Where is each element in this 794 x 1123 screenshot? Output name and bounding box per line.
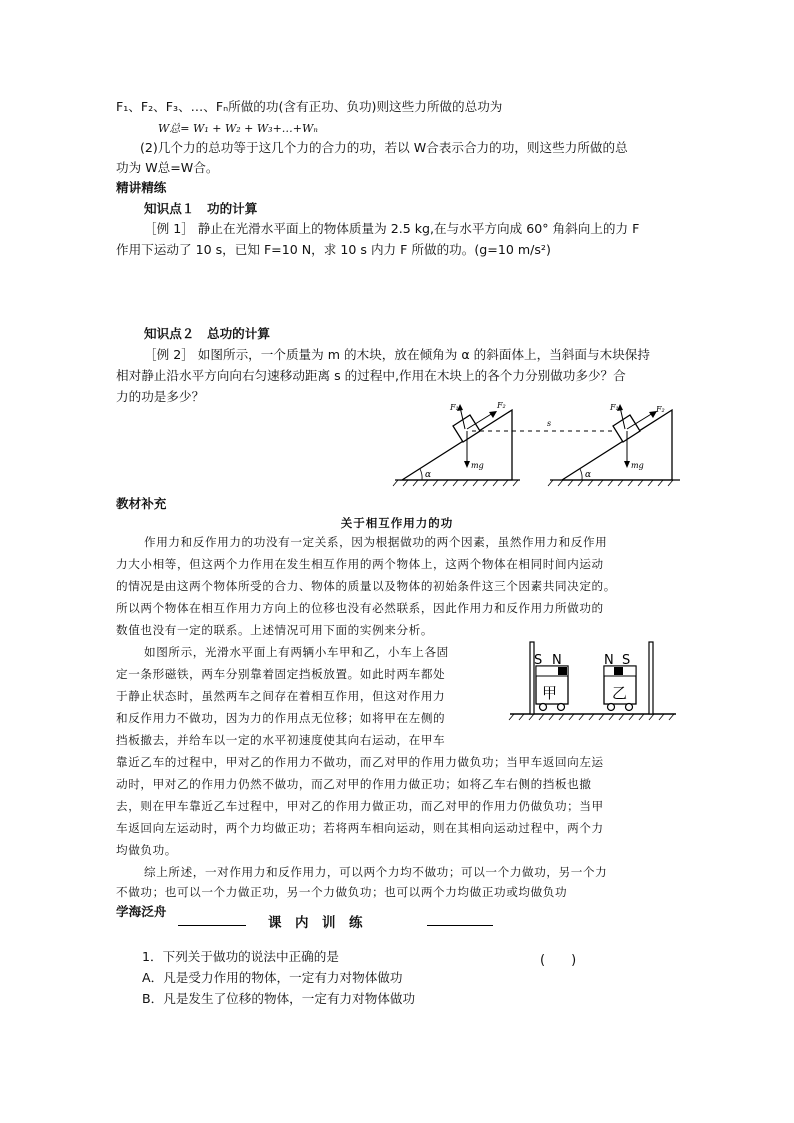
question1-option-b: B．凡是发生了位移的物体，一定有力对物体做功 bbox=[142, 991, 416, 1006]
kp1-heading: 知识点１ 功的计算 bbox=[144, 201, 258, 216]
section-xuehai: 学海泛舟 bbox=[116, 904, 167, 919]
alpha-label-left: α bbox=[425, 470, 432, 480]
method2-line-b: 功为 W总=W合。 bbox=[116, 160, 219, 175]
supp-p1-line: 力大小相等，但这两个力作用在发生相互作用的两个物体上，这两个物体在相同时间内运动 bbox=[116, 557, 604, 571]
magnet-right-pole-n: N bbox=[604, 653, 614, 668]
cart-yi-label: 乙 bbox=[612, 684, 628, 702]
magnet-left-pole-n: N bbox=[552, 653, 562, 668]
supp-p3-line: 综上所述，一对作用力和反作用力，可以两个力均不做功；可以一个力做功，另一个力 bbox=[144, 865, 608, 879]
cart-jia-label: 甲 bbox=[542, 684, 558, 702]
section-jingjiang: 精讲精练 bbox=[116, 180, 167, 195]
supp-p3-line: 不做功；也可以一个力做正功，另一个力做负功；也可以两个力均做正功或均做负功 bbox=[116, 885, 568, 899]
example2-line-b: 相对静止沿水平方向向右匀速移动距离 s 的过程中,作用在木块上的各个力分别做功多少？合 bbox=[116, 368, 626, 383]
incline-figure bbox=[390, 398, 710, 488]
question1-stem: 1．下列关于做功的说法中正确的是 bbox=[142, 949, 339, 964]
supp-p1-line: 的情况是由这两个物体所受的合力、物体的质量以及物体的初始条件这三个因素共同决定的。 bbox=[116, 579, 616, 593]
kp2-heading: 知识点２ 总功的计算 bbox=[144, 326, 270, 341]
magnet-left-pole-s: S bbox=[534, 653, 543, 668]
magnet-cart-figure bbox=[508, 636, 678, 726]
total-work-formula: W总= W₁ + W₂ + W₃+…+Wₙ bbox=[158, 122, 318, 135]
f2-label-right: F₂ bbox=[656, 405, 665, 414]
supp-p2-line: 和反作用力不做功，因为力的作用点无位移；如将甲在左侧的 bbox=[116, 711, 446, 725]
supp-p2-line: 车返回向左运动时，两个力均做正功；若将两车相向运动，则在其相向运动过程中，两个力 bbox=[116, 821, 604, 835]
supp-p2-line: 去，则在甲车靠近乙车过程中，甲对乙的作用力做正功，而乙对甲的作用力仍做负功；当甲 bbox=[116, 799, 604, 813]
method2-line-a: (2)几个力的总功等于这几个力的合力的功，若以 W合表示合力的功，则这些力所做的总 bbox=[140, 140, 628, 155]
supp-p1-line: 作用力和反作用力的功没有一定关系，因为根据做功的两个因素，虽然作用力和反作用 bbox=[144, 535, 608, 549]
s-label: s bbox=[547, 419, 552, 428]
example1-line-a: ［例 1］ 静止在光滑水平面上的物体质量为 2.5 kg,在与水平方向成 60° 角斜向上的力 F bbox=[144, 221, 640, 236]
supp-p2-line: 如图所示，光滑水平面上有两辆小车甲和乙，小车上各固 bbox=[144, 645, 449, 659]
supp-p2-line: 于静止状态时，虽然两车之间存在着相互作用，但这对作用力 bbox=[116, 689, 446, 703]
question1-option-a: A．凡是受力作用的物体，一定有力对物体做功 bbox=[142, 970, 403, 985]
magnet-right-pole-s: S bbox=[622, 653, 631, 668]
forces-sum-line: F₁、F₂、F₃、…、Fₙ所做的功(含有正功、负功)则这些力所做的总功为 bbox=[116, 99, 503, 114]
supp-p2-line: 动时，甲对乙的作用力仍然不做功，而乙对甲的作用力做正功；如将乙车右侧的挡板也撤 bbox=[116, 777, 592, 791]
f1-label-right: F₁ bbox=[610, 403, 619, 412]
f1-label-left: F₁ bbox=[450, 403, 459, 412]
supp-p2-line: 定一条形磁铁，两车分别靠着固定挡板放置。如此时两车都处 bbox=[116, 667, 446, 681]
supp-p1-line: 所以两个物体在相互作用力方向上的位移也没有必然联系，因此作用力和反作用力所做功的 bbox=[116, 601, 604, 615]
example1-line-b: 作用下运动了 10 s，已知 F=10 N，求 10 s 内力 F 所做的功。(g=10 m/s²) bbox=[116, 242, 551, 257]
supp-p2-line: 挡板撤去，并给车以一定的水平初速度使其向右运动，在甲车 bbox=[116, 733, 446, 747]
supplement-title: 关于相互作用力的功 bbox=[340, 516, 454, 530]
divider-right bbox=[427, 925, 493, 926]
training-title: 课 内 训 练 bbox=[268, 915, 363, 931]
section-supplement: 教材补充 bbox=[116, 496, 167, 511]
example2-line-c: 力的功是多少？ bbox=[116, 389, 205, 404]
divider-left bbox=[178, 925, 246, 926]
mg-label-left: mg bbox=[471, 461, 484, 470]
mg-label-right: mg bbox=[631, 461, 644, 470]
question1-answer-bracket: ( ) bbox=[540, 953, 577, 968]
f2-label-left: F₂ bbox=[497, 401, 506, 410]
alpha-label-right: α bbox=[585, 470, 592, 480]
example2-line-a: ［例 2］ 如图所示，一个质量为 m 的木块，放在倾角为 α 的斜面体上，当斜面与木块保持 bbox=[144, 347, 650, 362]
supp-p1-line: 数值也没有一定的联系。上述情况可用下面的实例来分析。 bbox=[116, 623, 434, 637]
supp-p2-line: 均做负功。 bbox=[116, 843, 177, 857]
supp-p2-line: 靠近乙车的过程中，甲对乙的作用力不做功，而乙对甲的作用力做负功；当甲车返回向左运 bbox=[116, 755, 604, 769]
